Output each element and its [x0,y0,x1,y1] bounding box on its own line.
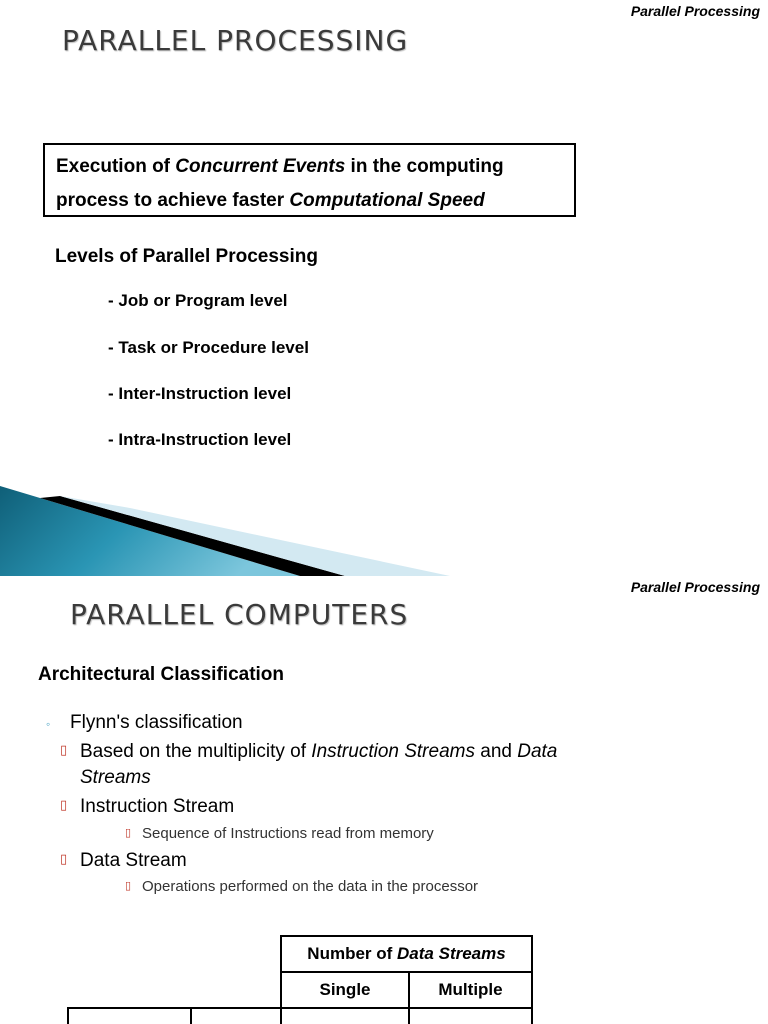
table-col-multiple: Multiple [408,971,533,1009]
levels-heading: Levels of Parallel Processing [55,246,318,267]
table-cell [67,1007,192,1024]
slide-title: PARALLEL PROCESSING [62,24,409,57]
square-bullet-icon: ▯ [125,880,132,892]
multiplicity-item [80,739,640,791]
table-header-emphasis: Data Streams [397,944,506,963]
data-stream-detail: Operations performed on the data in the processor [142,878,479,895]
definition-emphasis: Concurrent Events [175,156,346,177]
slide-parallel-computers [0,576,768,1024]
level-item-task: - Task or Procedure level [108,338,309,357]
square-bullet-icon: ▯ [125,827,132,839]
instruction-stream-detail: Sequence of Instructions read from memory [142,825,434,842]
square-bullet-icon: ▯ [60,742,68,757]
definition-line-2 [56,184,564,218]
multiplicity-emphasis: Instruction Streams [311,741,475,762]
table-cell [408,1007,533,1024]
slide-title: PARALLEL COMPUTERS [70,598,409,631]
definition-box [43,143,576,217]
definition-text: process to achieve faster [56,190,290,211]
multiplicity-text: Based on the multiplicity of [80,741,312,762]
multiplicity-text: and [474,741,518,762]
definition-emphasis: Computational Speed [289,190,485,211]
data-stream-item: Data Stream [80,850,187,871]
table-header-text: Number of [307,944,398,963]
flynn-classification-item: Flynn's classification [70,712,243,733]
definition-text: in the computing [345,156,504,177]
header-tag: Parallel Processing [630,3,760,19]
table-cell [190,1007,282,1024]
multiplicity-emphasis: Streams [80,767,151,788]
level-item-job: - Job or Program level [108,291,288,310]
level-item-inter-instruction: - Inter-Instruction level [108,384,292,403]
architectural-classification-heading: Architectural Classification [38,664,285,685]
header-tag: Parallel Processing [630,579,760,595]
multiplicity-emphasis: Data [517,741,558,762]
definition-text: Execution of [56,156,176,177]
square-bullet-icon: ▯ [60,851,68,866]
level-item-intra-instruction: - Intra-Instruction level [108,430,292,449]
decorative-banner [0,476,768,576]
table-header-data-streams [280,935,533,973]
instruction-stream-item: Instruction Stream [80,796,235,817]
definition-line-1 [56,150,564,184]
table-col-single: Single [280,971,410,1009]
circle-bullet-icon: ◦ [46,717,51,731]
square-bullet-icon: ▯ [60,797,68,812]
table-cell [280,1007,410,1024]
